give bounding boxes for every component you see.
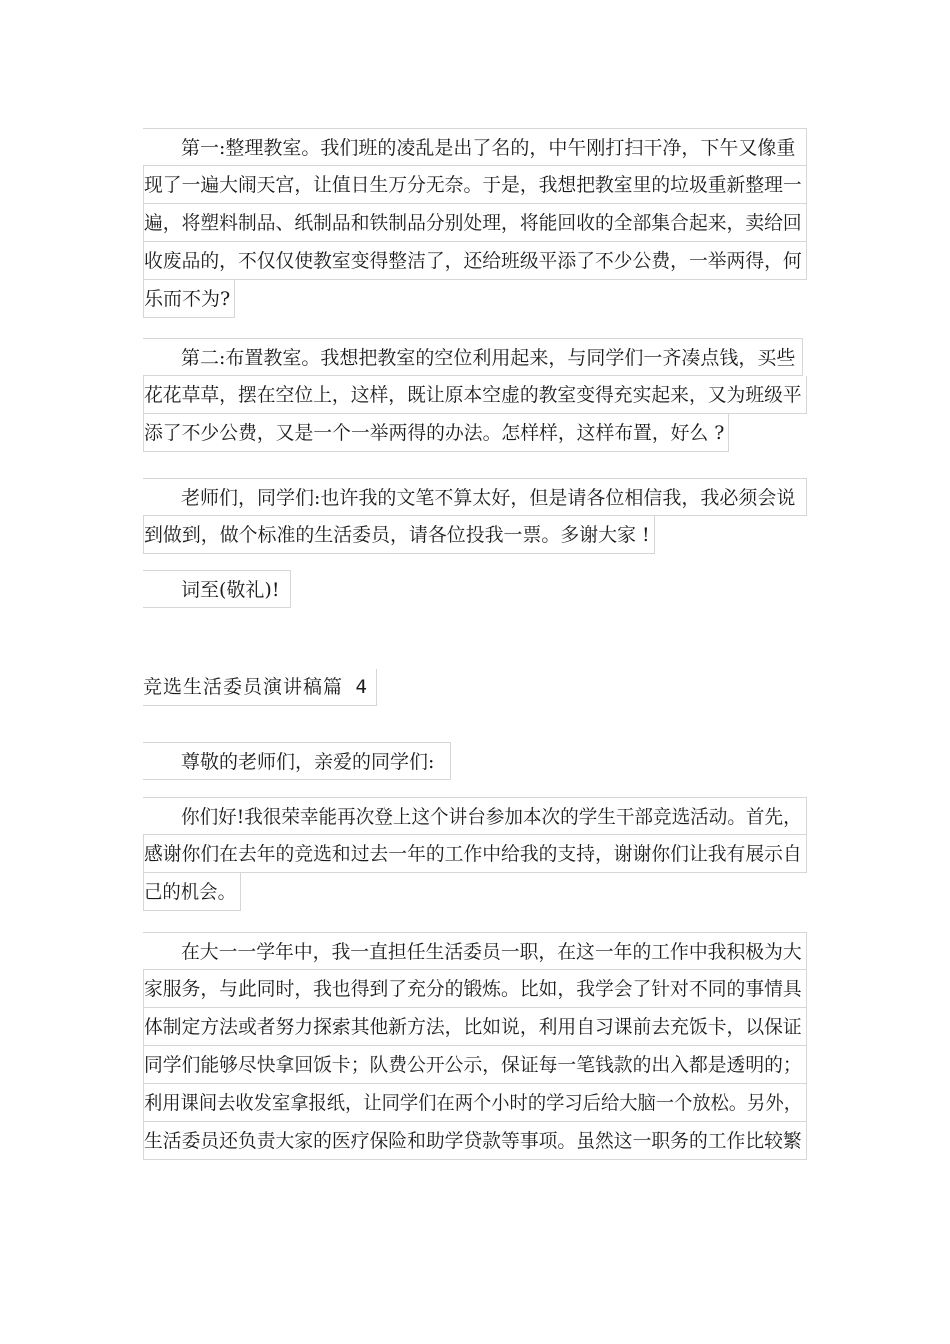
text-line: 收废品的，不仅仅使教室变得整洁了，还给班级平添了不少公费，一举两得，何 [143, 242, 807, 280]
text-line: 家服务，与此同时，我也得到了充分的锻炼。比如，我学会了针对不同的事情具 [143, 970, 807, 1008]
text-line: 尊敬的老师们，亲爱的同学们: [143, 742, 451, 780]
text-line: 感谢你们在去年的竞选和过去一年的工作中给我的支持，谢谢你们让我有展示自 [143, 835, 807, 873]
text-line: 己的机会。 [143, 873, 241, 911]
text-line: 现了一遍大闹天宫，让值日生万分无奈。于是，我想把教室里的垃圾重新整理一 [143, 166, 807, 204]
paragraph-introduction [143, 797, 807, 911]
paragraph-organize-classroom [143, 128, 807, 318]
text-line: 花花草草，摆在空位上，这样，既让原本空虚的教室变得充实起来，又为班级平 [143, 376, 807, 414]
text-line: 生活委员还负责大家的医疗保险和助学贷款等事项。虽然这一职务的工作比较繁 [143, 1122, 807, 1160]
text-line: 同学们能够尽快拿回饭卡；队费公开公示，保证每一笔钱款的出入都是透明的； [143, 1046, 807, 1084]
paragraph-experience [143, 932, 807, 1160]
text-line: 遍，将塑料制品、纸制品和铁制品分别处理，将能回收的全部集合起来，卖给回 [143, 204, 807, 242]
text-line: 添了不少公费，又是一个一举两得的办法。怎样样，这样布置，好么 ? [143, 414, 729, 452]
text-line: 词至(敬礼)! [143, 570, 291, 608]
section-heading: 竞选生活委员演讲稿篇 4 [143, 669, 377, 706]
text-line: 到做到，做个标准的生活委员，请各位投我一票。多谢大家 ! [143, 516, 655, 554]
text-line: 第一:整理教室。我们班的凌乱是出了名的，中午刚打扫干净，下午又像重 [143, 128, 807, 166]
paragraph-greeting [143, 742, 807, 780]
paragraph-salute [143, 570, 807, 608]
text-line: 老师们，同学们:也许我的文笔不算太好，但是请各位相信我，我必须会说 [143, 478, 807, 516]
paragraph-decorate-classroom [143, 338, 807, 452]
text-line: 你们好!我很荣幸能再次登上这个讲台参加本次的学生干部竞选活动。首先， [143, 797, 807, 835]
text-line: 体制定方法或者努力探索其他新方法，比如说，利用自习课前去充饭卡，以保证 [143, 1008, 807, 1046]
text-line: 第二:布置教室。我想把教室的空位利用起来，与同学们一齐凑点钱，买些 [143, 338, 803, 376]
text-line: 乐而不为? [143, 280, 235, 318]
text-line: 在大一一学年中，我一直担任生活委员一职，在这一年的工作中我积极为大 [143, 932, 807, 970]
paragraph-closing-appeal [143, 478, 807, 554]
text-line: 利用课间去收发室拿报纸，让同学们在两个小时的学习后给大脑一个放松。另外， [143, 1084, 807, 1122]
